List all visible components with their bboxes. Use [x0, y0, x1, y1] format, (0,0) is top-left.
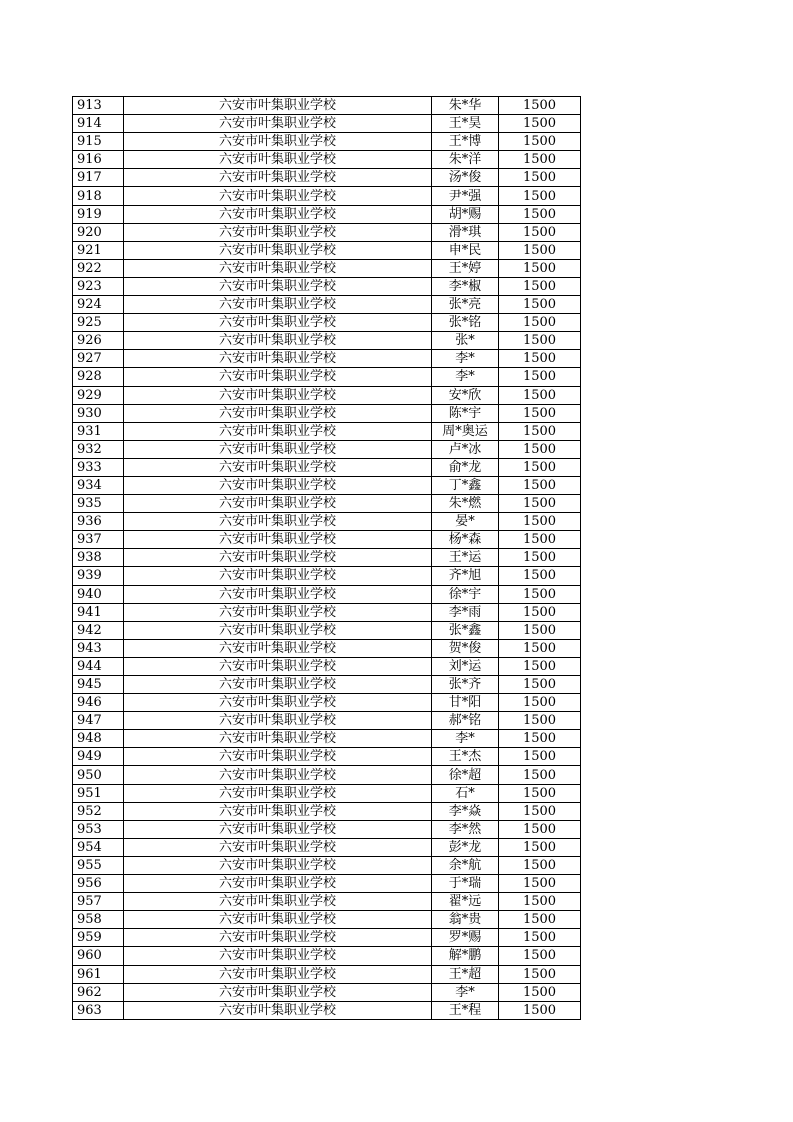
student-name-cell: 张*鑫 — [432, 621, 499, 639]
row-number-cell: 949 — [73, 748, 124, 766]
school-name-cell: 六安市叶集职业学校 — [124, 748, 432, 766]
row-number-cell: 936 — [73, 513, 124, 531]
student-name-cell: 齐*旭 — [432, 567, 499, 585]
amount-cell: 1500 — [499, 277, 581, 295]
amount-cell: 1500 — [499, 911, 581, 929]
student-name-cell: 李*椒 — [432, 277, 499, 295]
school-name-cell: 六安市叶集职业学校 — [124, 549, 432, 567]
table-row — [73, 838, 581, 856]
row-number-cell: 958 — [73, 911, 124, 929]
table-row — [73, 458, 581, 476]
amount-cell: 1500 — [499, 893, 581, 911]
table-row — [73, 947, 581, 965]
amount-cell: 1500 — [499, 712, 581, 730]
amount-cell: 1500 — [499, 296, 581, 314]
row-number-cell: 945 — [73, 676, 124, 694]
amount-cell: 1500 — [499, 404, 581, 422]
student-name-cell: 王*博 — [432, 133, 499, 151]
row-number-cell: 915 — [73, 133, 124, 151]
school-name-cell: 六安市叶集职业学校 — [124, 350, 432, 368]
table-row — [73, 802, 581, 820]
table-row — [73, 893, 581, 911]
amount-cell: 1500 — [499, 657, 581, 675]
table-row — [73, 603, 581, 621]
student-name-cell: 翁*贵 — [432, 911, 499, 929]
table-row — [73, 766, 581, 784]
amount-cell: 1500 — [499, 133, 581, 151]
row-number-cell: 962 — [73, 983, 124, 1001]
table-row — [73, 296, 581, 314]
school-name-cell: 六安市叶集职业学校 — [124, 893, 432, 911]
table-row — [73, 277, 581, 295]
amount-cell: 1500 — [499, 748, 581, 766]
amount-cell: 1500 — [499, 368, 581, 386]
amount-cell: 1500 — [499, 169, 581, 187]
row-number-cell: 957 — [73, 893, 124, 911]
student-name-cell: 李* — [432, 350, 499, 368]
table-row — [73, 694, 581, 712]
school-name-cell: 六安市叶集职业学校 — [124, 657, 432, 675]
student-name-cell: 安*欣 — [432, 386, 499, 404]
amount-cell: 1500 — [499, 187, 581, 205]
amount-cell: 1500 — [499, 694, 581, 712]
school-name-cell: 六安市叶集职业学校 — [124, 911, 432, 929]
school-name-cell: 六安市叶集职业学校 — [124, 241, 432, 259]
school-name-cell: 六安市叶集职业学校 — [124, 187, 432, 205]
amount-cell: 1500 — [499, 422, 581, 440]
student-name-cell: 张*亮 — [432, 296, 499, 314]
row-number-cell: 913 — [73, 97, 124, 115]
student-subsidy-table — [72, 96, 581, 1020]
student-name-cell: 卢*冰 — [432, 440, 499, 458]
student-name-cell: 李* — [432, 983, 499, 1001]
school-name-cell: 六安市叶集职业学校 — [124, 694, 432, 712]
school-name-cell: 六安市叶集职业学校 — [124, 458, 432, 476]
school-name-cell: 六安市叶集职业学校 — [124, 585, 432, 603]
amount-cell: 1500 — [499, 1001, 581, 1019]
row-number-cell: 927 — [73, 350, 124, 368]
school-name-cell: 六安市叶集职业学校 — [124, 676, 432, 694]
amount-cell: 1500 — [499, 802, 581, 820]
table-row — [73, 97, 581, 115]
table-row — [73, 730, 581, 748]
row-number-cell: 924 — [73, 296, 124, 314]
row-number-cell: 926 — [73, 332, 124, 350]
table-row — [73, 513, 581, 531]
amount-cell: 1500 — [499, 838, 581, 856]
student-name-cell: 李*雨 — [432, 603, 499, 621]
table-row — [73, 187, 581, 205]
school-name-cell: 六安市叶集职业学校 — [124, 386, 432, 404]
row-number-cell: 948 — [73, 730, 124, 748]
school-name-cell: 六安市叶集职业学校 — [124, 766, 432, 784]
row-number-cell: 947 — [73, 712, 124, 730]
amount-cell: 1500 — [499, 495, 581, 513]
row-number-cell: 940 — [73, 585, 124, 603]
student-name-cell: 李* — [432, 730, 499, 748]
school-name-cell: 六安市叶集职业学校 — [124, 838, 432, 856]
school-name-cell: 六安市叶集职业学校 — [124, 513, 432, 531]
student-name-cell: 朱*华 — [432, 97, 499, 115]
school-name-cell: 六安市叶集职业学校 — [124, 639, 432, 657]
amount-cell: 1500 — [499, 314, 581, 332]
school-name-cell: 六安市叶集职业学校 — [124, 133, 432, 151]
school-name-cell: 六安市叶集职业学校 — [124, 440, 432, 458]
amount-cell: 1500 — [499, 820, 581, 838]
student-name-cell: 徐*超 — [432, 766, 499, 784]
school-name-cell: 六安市叶集职业学校 — [124, 314, 432, 332]
row-number-cell: 921 — [73, 241, 124, 259]
amount-cell: 1500 — [499, 603, 581, 621]
row-number-cell: 923 — [73, 277, 124, 295]
student-name-cell: 晏* — [432, 513, 499, 531]
table-row — [73, 639, 581, 657]
student-name-cell: 张*齐 — [432, 676, 499, 694]
table-row — [73, 241, 581, 259]
school-name-cell: 六安市叶集职业学校 — [124, 947, 432, 965]
table-row — [73, 314, 581, 332]
amount-cell: 1500 — [499, 531, 581, 549]
row-number-cell: 944 — [73, 657, 124, 675]
table-row — [73, 115, 581, 133]
table-row — [73, 676, 581, 694]
amount-cell: 1500 — [499, 549, 581, 567]
table-row — [73, 386, 581, 404]
school-name-cell: 六安市叶集职业学校 — [124, 205, 432, 223]
student-name-cell: 李* — [432, 368, 499, 386]
school-name-cell: 六安市叶集职业学校 — [124, 567, 432, 585]
table-row — [73, 495, 581, 513]
school-name-cell: 六安市叶集职业学校 — [124, 802, 432, 820]
table-row — [73, 476, 581, 494]
table-row — [73, 965, 581, 983]
amount-cell: 1500 — [499, 621, 581, 639]
school-name-cell: 六安市叶集职业学校 — [124, 875, 432, 893]
student-name-cell: 申*民 — [432, 241, 499, 259]
amount-cell: 1500 — [499, 983, 581, 1001]
table-row — [73, 350, 581, 368]
student-name-cell: 余*航 — [432, 856, 499, 874]
amount-cell: 1500 — [499, 875, 581, 893]
school-name-cell: 六安市叶集职业学校 — [124, 296, 432, 314]
row-number-cell: 932 — [73, 440, 124, 458]
student-name-cell: 周*奥运 — [432, 422, 499, 440]
table-row — [73, 983, 581, 1001]
student-name-cell: 王*昊 — [432, 115, 499, 133]
table-row — [73, 169, 581, 187]
student-name-cell: 王*运 — [432, 549, 499, 567]
row-number-cell: 931 — [73, 422, 124, 440]
row-number-cell: 955 — [73, 856, 124, 874]
school-name-cell: 六安市叶集职业学校 — [124, 621, 432, 639]
row-number-cell: 919 — [73, 205, 124, 223]
row-number-cell: 952 — [73, 802, 124, 820]
table-row — [73, 911, 581, 929]
table-row — [73, 875, 581, 893]
student-name-cell: 朱*燃 — [432, 495, 499, 513]
student-name-cell: 陈*宇 — [432, 404, 499, 422]
school-name-cell: 六安市叶集职业学校 — [124, 730, 432, 748]
student-name-cell: 丁*鑫 — [432, 476, 499, 494]
student-name-cell: 李*然 — [432, 820, 499, 838]
school-name-cell: 六安市叶集职业学校 — [124, 983, 432, 1001]
amount-cell: 1500 — [499, 676, 581, 694]
row-number-cell: 951 — [73, 784, 124, 802]
school-name-cell: 六安市叶集职业学校 — [124, 151, 432, 169]
student-name-cell: 于*瑞 — [432, 875, 499, 893]
student-name-cell: 王*超 — [432, 965, 499, 983]
student-name-cell: 张* — [432, 332, 499, 350]
school-name-cell: 六安市叶集职业学校 — [124, 223, 432, 241]
table-row — [73, 820, 581, 838]
student-name-cell: 朱*洋 — [432, 151, 499, 169]
school-name-cell: 六安市叶集职业学校 — [124, 1001, 432, 1019]
school-name-cell: 六安市叶集职业学校 — [124, 97, 432, 115]
amount-cell: 1500 — [499, 223, 581, 241]
row-number-cell: 928 — [73, 368, 124, 386]
amount-cell: 1500 — [499, 513, 581, 531]
student-name-cell: 李*焱 — [432, 802, 499, 820]
amount-cell: 1500 — [499, 458, 581, 476]
row-number-cell: 939 — [73, 567, 124, 585]
table-row — [73, 1001, 581, 1019]
school-name-cell: 六安市叶集职业学校 — [124, 259, 432, 277]
school-name-cell: 六安市叶集职业学校 — [124, 929, 432, 947]
student-name-cell: 翟*远 — [432, 893, 499, 911]
amount-cell: 1500 — [499, 929, 581, 947]
row-number-cell: 956 — [73, 875, 124, 893]
table-row — [73, 531, 581, 549]
table-row — [73, 223, 581, 241]
school-name-cell: 六安市叶集职业学校 — [124, 603, 432, 621]
table-row — [73, 856, 581, 874]
row-number-cell: 954 — [73, 838, 124, 856]
student-name-cell: 王*程 — [432, 1001, 499, 1019]
student-name-cell: 俞*龙 — [432, 458, 499, 476]
row-number-cell: 953 — [73, 820, 124, 838]
table-row — [73, 585, 581, 603]
amount-cell: 1500 — [499, 730, 581, 748]
row-number-cell: 946 — [73, 694, 124, 712]
row-number-cell: 914 — [73, 115, 124, 133]
school-name-cell: 六安市叶集职业学校 — [124, 712, 432, 730]
table-row — [73, 151, 581, 169]
table-body — [73, 97, 581, 1020]
school-name-cell: 六安市叶集职业学校 — [124, 368, 432, 386]
student-name-cell: 罗*赐 — [432, 929, 499, 947]
amount-cell: 1500 — [499, 259, 581, 277]
row-number-cell: 930 — [73, 404, 124, 422]
student-name-cell: 王*婷 — [432, 259, 499, 277]
amount-cell: 1500 — [499, 440, 581, 458]
row-number-cell: 942 — [73, 621, 124, 639]
row-number-cell: 938 — [73, 549, 124, 567]
student-name-cell: 尹*强 — [432, 187, 499, 205]
table-row — [73, 657, 581, 675]
row-number-cell: 933 — [73, 458, 124, 476]
row-number-cell: 916 — [73, 151, 124, 169]
school-name-cell: 六安市叶集职业学校 — [124, 476, 432, 494]
table-row — [73, 929, 581, 947]
amount-cell: 1500 — [499, 639, 581, 657]
amount-cell: 1500 — [499, 947, 581, 965]
row-number-cell: 922 — [73, 259, 124, 277]
amount-cell: 1500 — [499, 97, 581, 115]
amount-cell: 1500 — [499, 151, 581, 169]
student-name-cell: 杨*森 — [432, 531, 499, 549]
amount-cell: 1500 — [499, 476, 581, 494]
amount-cell: 1500 — [499, 965, 581, 983]
student-name-cell: 汤*俊 — [432, 169, 499, 187]
table-row — [73, 440, 581, 458]
row-number-cell: 925 — [73, 314, 124, 332]
row-number-cell: 934 — [73, 476, 124, 494]
table-row — [73, 784, 581, 802]
row-number-cell: 961 — [73, 965, 124, 983]
row-number-cell: 941 — [73, 603, 124, 621]
school-name-cell: 六安市叶集职业学校 — [124, 169, 432, 187]
table-row — [73, 549, 581, 567]
table-row — [73, 567, 581, 585]
row-number-cell: 950 — [73, 766, 124, 784]
amount-cell: 1500 — [499, 205, 581, 223]
row-number-cell: 918 — [73, 187, 124, 205]
student-name-cell: 张*铭 — [432, 314, 499, 332]
school-name-cell: 六安市叶集职业学校 — [124, 404, 432, 422]
table-row — [73, 259, 581, 277]
table-row — [73, 368, 581, 386]
student-name-cell: 胡*赐 — [432, 205, 499, 223]
school-name-cell: 六安市叶集职业学校 — [124, 531, 432, 549]
student-name-cell: 解*鹏 — [432, 947, 499, 965]
table-row — [73, 422, 581, 440]
amount-cell: 1500 — [499, 386, 581, 404]
student-name-cell: 刘*运 — [432, 657, 499, 675]
school-name-cell: 六安市叶集职业学校 — [124, 495, 432, 513]
student-name-cell: 甘*阳 — [432, 694, 499, 712]
school-name-cell: 六安市叶集职业学校 — [124, 277, 432, 295]
amount-cell: 1500 — [499, 241, 581, 259]
amount-cell: 1500 — [499, 784, 581, 802]
amount-cell: 1500 — [499, 115, 581, 133]
row-number-cell: 920 — [73, 223, 124, 241]
student-name-cell: 徐*宇 — [432, 585, 499, 603]
school-name-cell: 六安市叶集职业学校 — [124, 422, 432, 440]
table-row — [73, 748, 581, 766]
row-number-cell: 963 — [73, 1001, 124, 1019]
row-number-cell: 917 — [73, 169, 124, 187]
student-name-cell: 贺*俊 — [432, 639, 499, 657]
row-number-cell: 929 — [73, 386, 124, 404]
amount-cell: 1500 — [499, 585, 581, 603]
table-row — [73, 621, 581, 639]
school-name-cell: 六安市叶集职业学校 — [124, 332, 432, 350]
row-number-cell: 937 — [73, 531, 124, 549]
student-name-cell: 彭*龙 — [432, 838, 499, 856]
row-number-cell: 960 — [73, 947, 124, 965]
school-name-cell: 六安市叶集职业学校 — [124, 115, 432, 133]
student-name-cell: 王*杰 — [432, 748, 499, 766]
table-row — [73, 133, 581, 151]
amount-cell: 1500 — [499, 567, 581, 585]
school-name-cell: 六安市叶集职业学校 — [124, 784, 432, 802]
table-row — [73, 205, 581, 223]
table-row — [73, 712, 581, 730]
school-name-cell: 六安市叶集职业学校 — [124, 965, 432, 983]
table-row — [73, 404, 581, 422]
student-name-cell: 石* — [432, 784, 499, 802]
row-number-cell: 943 — [73, 639, 124, 657]
amount-cell: 1500 — [499, 332, 581, 350]
school-name-cell: 六安市叶集职业学校 — [124, 820, 432, 838]
student-name-cell: 郝*铭 — [432, 712, 499, 730]
student-name-cell: 滑*琪 — [432, 223, 499, 241]
school-name-cell: 六安市叶集职业学校 — [124, 856, 432, 874]
amount-cell: 1500 — [499, 350, 581, 368]
amount-cell: 1500 — [499, 766, 581, 784]
row-number-cell: 935 — [73, 495, 124, 513]
amount-cell: 1500 — [499, 856, 581, 874]
table-row — [73, 332, 581, 350]
row-number-cell: 959 — [73, 929, 124, 947]
